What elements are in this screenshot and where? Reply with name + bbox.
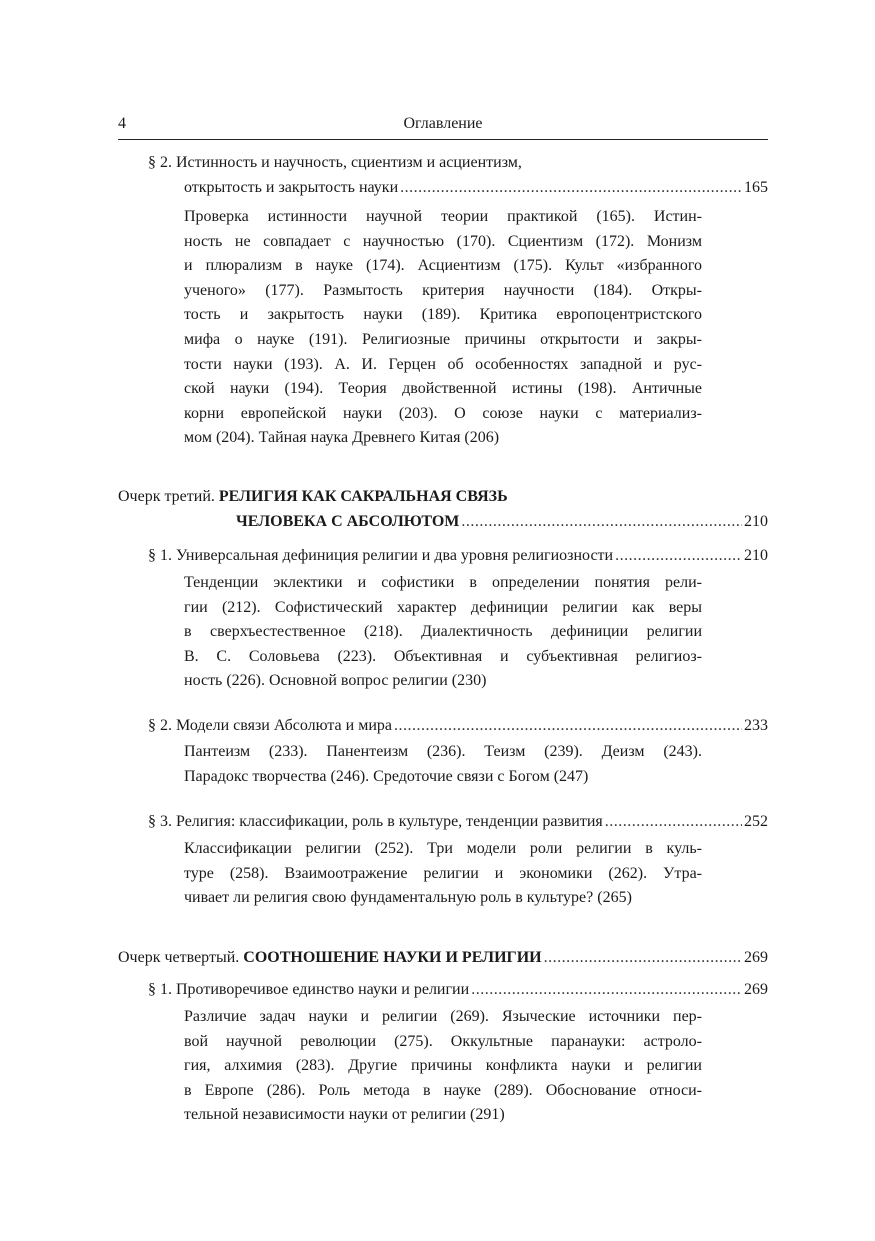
running-header [118,113,768,140]
page-ref: 269 [744,949,768,966]
dot-leader [400,176,742,201]
summary-line: чивает ли религия свою фундаментальную роль в культуре? (265) [184,889,632,907]
summary-line: Проверка истинности научной теории практикой (165). Истин- [184,208,702,225]
summary-line: Различие задач науки и религии (269). Языческие источники пер- [184,1008,702,1025]
toc-section-title[interactable] [148,978,768,1003]
chapter-title-line: ЧЕЛОВЕКА С АБСОЛЮТОМ [236,512,460,530]
summary-line: тость и закрытость науки (189). Критика европоцентристского [184,306,702,324]
page-ref: 233 [744,717,768,734]
page-ref: 210 [744,512,768,530]
section-title-line: открытость и закрытость науки [184,178,399,196]
dot-leader [605,810,742,835]
dot-leader [461,510,742,535]
chapter-prefix: Очерк третий. [118,488,215,505]
section-title-line: § 3. Религия: классификации, роль в культуре, тенденции развития [148,813,603,830]
summary-line: ность (226). Основной вопрос религии (230) [184,672,487,690]
summary-line: мом (204). Тайная наука Древнего Китая (206) [184,429,500,447]
toc-chapter-title[interactable] [118,946,768,971]
dot-leader [615,544,742,569]
summary-line: мифа о науке (191). Религиозные причины открытости и закры- [184,330,702,348]
page-ref: 269 [744,981,768,998]
summary-line: гии (212). Софистический характер дефиниции религии как веры [184,598,702,616]
toc-section-title[interactable] [148,151,768,200]
summary-line: тости науки (193). А. И. Герцен об особенностях западной и рус- [184,355,702,373]
toc-section-title[interactable] [148,714,768,739]
summary-line: гия, алхимия (283). Другие причины конфликта науки и религии [184,1057,702,1075]
dot-leader [544,946,742,971]
summary-line: вой научной революции (275). Оккультные паранауки: астроло- [184,1032,702,1050]
dot-leader [394,714,742,739]
summary-line: корни европейской науки (203). О союзе науки с материализ- [184,404,702,422]
section-summary [184,571,702,694]
chapter-title-line: РЕЛИГИЯ КАК САКРАЛЬНАЯ СВЯЗЬ [218,488,508,505]
summary-line: В. С. Соловьева (223). Объективная и субъективная религиоз- [184,647,702,665]
summary-line: ской науки (194). Теория двойственной истины (198). Античные [184,380,702,398]
section-summary [184,205,702,451]
section-title-line: § 1. Универсальная дефиниция религии и два уровня религиозности [148,547,614,564]
toc-section-title[interactable] [148,544,768,569]
section-summary [184,740,702,789]
summary-line: в Европе (286). Роль метода в науке (289). Обоснование относи- [184,1081,702,1099]
dot-leader [471,978,742,1003]
summary-line: Пантеизм (233). Панентеизм (236). Теизм (239). Деизм (243). [184,743,702,760]
section-summary [184,1005,702,1128]
summary-line: и плюрализм в науке (174). Асциентизм (175). Культ «избранного [184,257,702,275]
page-ref: 252 [744,813,768,830]
summary-line: туре (258). Взаимоотражение религии и экономики (262). Утра- [184,864,702,882]
summary-line: ученого» (177). Размытость критерия научности (184). Откры- [184,281,702,299]
summary-line: Классификации религии (252). Три модели роли религии в куль- [184,840,702,857]
summary-line: ность не совпадает с научностью (170). Сциентизм (172). Монизм [184,232,702,250]
chapter-title-line: СООТНОШЕНИЕ НАУКИ И РЕЛИГИИ [243,949,542,966]
running-title: Оглавление [403,115,483,132]
chapter-prefix: Очерк четвертый. [118,949,240,966]
section-summary [184,837,702,911]
summary-line: Тенденции эклектики и софистики в определении понятия рели- [184,574,702,591]
summary-line: в сверхъестественное (218). Диалектичность дефиниции религии [184,623,702,641]
page-number: 4 [118,115,126,132]
summary-line: тельной независимости науки от религии (291) [184,1106,505,1124]
section-title-line: § 2. Истинность и научность, сциентизм и асциентизм, [148,154,522,171]
page-ref: 210 [744,547,768,564]
section-title-line: § 1. Противоречивое единство науки и религии [148,981,470,998]
toc-chapter-title[interactable] [118,485,768,534]
toc-section-title[interactable] [148,810,768,835]
summary-line: Парадокс творчества (246). Средоточие связи с Богом (247) [184,767,589,785]
section-title-line: § 2. Модели связи Абсолюта и мира [148,717,392,734]
page-ref: 165 [744,178,768,196]
